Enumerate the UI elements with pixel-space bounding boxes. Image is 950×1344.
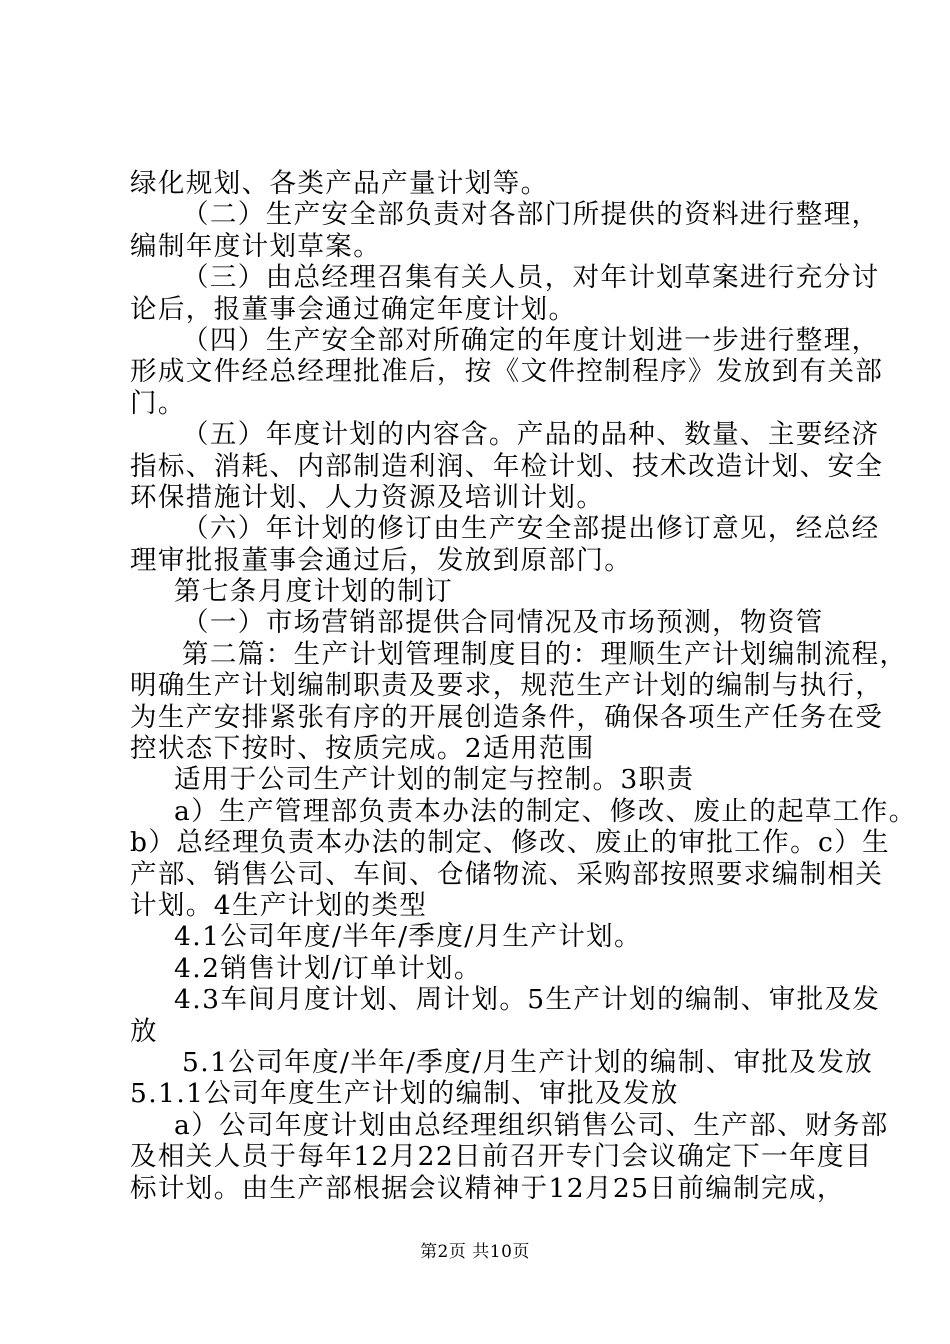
text-line: 5.1公司年度/半年/季度/月生产计划的编制、审批及发放 — [182, 1046, 874, 1078]
text-line: 4.3车间月度计划、周计划。5生产计划的编制、审批及发 — [174, 984, 881, 1016]
text-line: 论后，报董事会通过确定年度计划。 — [130, 293, 577, 325]
text-line: 为生产安排紧张有序的开展创造条件，确保各项生产任务在受 — [130, 701, 884, 733]
text-line: 形成文件经总经理批准后，按《文件控制程序》发放到有关部 — [130, 356, 884, 388]
text-line: （二）生产安全部负责对各部门所提供的资料进行整理， — [182, 199, 880, 231]
text-line: a）公司年度计划由总经理组织销售公司、生产部、财务部 — [174, 1109, 889, 1141]
text-line: 放 — [130, 1015, 158, 1047]
text-line: 计划。4生产计划的类型 — [130, 889, 428, 921]
text-line: 及相关人员于每年12月22日前召开专门会议确定下一年度目 — [130, 1141, 873, 1173]
text-line: a）生产管理部负责本办法的制定、修改、废止的起草工作。 — [174, 795, 917, 827]
text-line: b）总经理负责本办法的制定、修改、废止的审批工作。c）生 — [130, 827, 891, 859]
text-line: （六）年计划的修订由生产安全部提出修订意见，经总经 — [182, 513, 880, 545]
page-number-footer: 第2页 共10页 — [420, 1242, 530, 1262]
section-heading: 第七条月度计划的制订 — [174, 576, 453, 608]
text-line: 5.1.1公司年度生产计划的编制、审批及发放 — [130, 1078, 679, 1110]
text-line: 编制年度计划草案。 — [130, 230, 382, 262]
text-line: 指标、消耗、内部制造利润、年检计划、技术改造计划、安全 — [130, 450, 884, 482]
text-line: （一）市场营销部提供合同情况及市场预测，物资管 — [182, 607, 824, 639]
text-line: 控状态下按时、按质完成。2适用范围 — [130, 733, 595, 765]
text-line: 4.2销售计划/订单计划。 — [174, 952, 482, 984]
text-line: （五）年度计划的内容含。产品的品种、数量、主要经济 — [182, 419, 880, 451]
text-line: 环保措施计划、人力资源及培训计划。 — [130, 481, 605, 513]
text-line: 理审批报董事会通过后，发放到原部门。 — [130, 544, 633, 576]
text-line: （三）由总经理召集有关人员，对年计划草案进行充分讨 — [182, 262, 880, 294]
text-line: （四）生产安全部对所确定的年度计划进一步进行整理， — [182, 324, 880, 356]
chapter-heading-line: 第二篇：生产计划管理制度目的：理顺生产计划编制流程， — [182, 638, 908, 670]
text-line: 产部、销售公司、车间、仓储物流、采购部按照要求编制相关 — [130, 858, 884, 890]
document-body — [130, 168, 917, 1204]
text-line: 门。 — [130, 387, 186, 419]
text-line: 绿化规划、各类产品产量计划等。 — [130, 168, 549, 199]
text-line: 4.1公司年度/半年/季度/月生产计划。 — [174, 921, 642, 953]
text-line: 标计划。由生产部根据会议精神于12月25日前编制完成， — [130, 1172, 845, 1204]
text-line: 适用于公司生产计划的制定与控制。3职责 — [174, 764, 695, 796]
text-line: 明确生产计划编制职责及要求，规范生产计划的编制与执行， — [130, 670, 884, 702]
